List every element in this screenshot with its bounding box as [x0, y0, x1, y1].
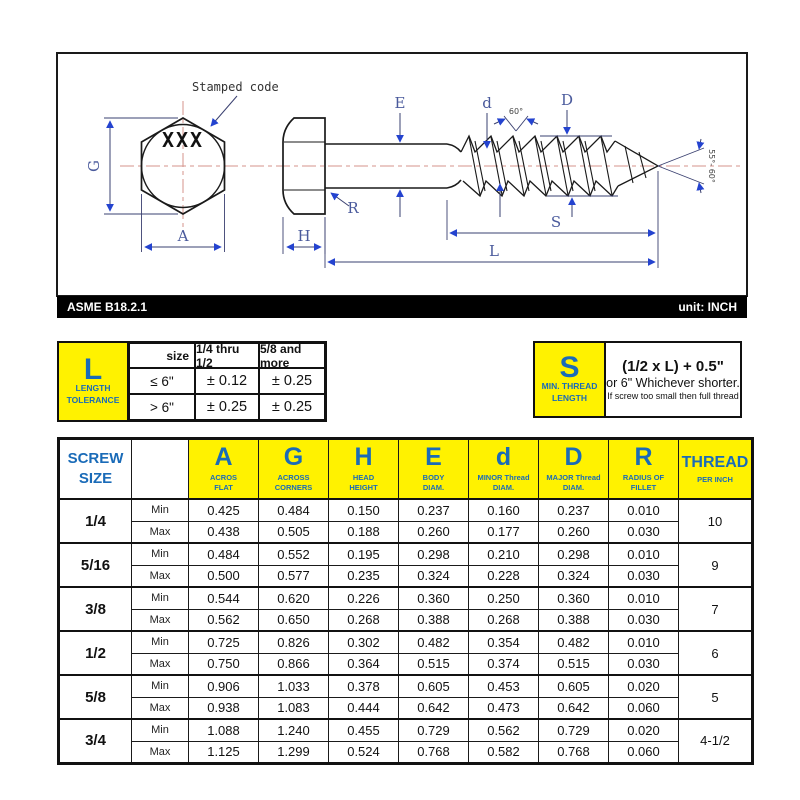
value-cell: 0.642: [539, 697, 609, 719]
column-subtitle: HEAD: [352, 472, 375, 482]
size-cell: 1/4: [59, 499, 132, 543]
value-cell: 0.030: [609, 565, 679, 587]
value-cell: 1.240: [259, 719, 329, 741]
column-subtitle: FLAT: [214, 483, 233, 492]
value-cell: 0.444: [329, 697, 399, 719]
value-cell: 1.083: [259, 697, 329, 719]
value-cell: 0.482: [399, 631, 469, 653]
value-cell: 0.826: [259, 631, 329, 653]
value-cell: 1.299: [259, 741, 329, 763]
value-cell: 0.455: [329, 719, 399, 741]
label-S: S: [550, 213, 562, 231]
value-cell: 0.010: [609, 543, 679, 565]
minmax-cell: Max: [132, 521, 189, 543]
table-row: [59, 653, 753, 675]
table-row: [59, 741, 753, 763]
minmax-cell: Min: [132, 543, 189, 565]
value-cell: 0.374: [469, 653, 539, 675]
thread-per-inch-cell: 9: [679, 543, 753, 587]
value-cell: 0.768: [539, 741, 609, 763]
tolerance-header-large-range: 5/8 and more: [259, 343, 325, 368]
minmax-cell: Min: [132, 719, 189, 741]
value-cell: 0.210: [469, 543, 539, 565]
thread-per-inch-cell: 5: [679, 675, 753, 719]
column-subtitle: PER INCH: [697, 474, 733, 484]
column-header-A: [189, 439, 259, 500]
table-row: [59, 609, 753, 631]
value-cell: 0.060: [609, 697, 679, 719]
minmax-cell: Min: [132, 631, 189, 653]
drawing-frame: [57, 53, 747, 296]
value-cell: 0.060: [609, 741, 679, 763]
value-cell: 0.150: [329, 499, 399, 521]
column-header-d: [469, 439, 539, 500]
column-subtitle: FILLET: [630, 483, 657, 492]
label-A: A: [177, 227, 189, 245]
value-cell: 0.552: [259, 543, 329, 565]
value-cell: 0.725: [189, 631, 259, 653]
thread-length-exception: If screw too small then full thread: [607, 391, 739, 401]
value-cell: 0.302: [329, 631, 399, 653]
stamped-code-label: Stamped code: [192, 80, 279, 94]
dimensions-table-header-row: [59, 439, 753, 500]
column-subtitle: RADIUS OF: [622, 472, 665, 482]
value-cell: 0.605: [539, 675, 609, 697]
value-cell: 0.866: [259, 653, 329, 675]
thread-per-inch-cell: 10: [679, 499, 753, 543]
label-d: d: [482, 94, 492, 112]
value-cell: 0.235: [329, 565, 399, 587]
label-E: E: [394, 94, 406, 112]
table-row: [59, 499, 753, 521]
column-letter: D: [564, 442, 583, 471]
size-cell: 3/4: [59, 719, 132, 763]
tolerance-value: ± 0.25: [195, 394, 259, 420]
value-cell: 0.030: [609, 653, 679, 675]
value-cell: 0.020: [609, 719, 679, 741]
value-cell: 0.505: [259, 521, 329, 543]
thread-length-caption-line1: MIN. THREAD: [541, 381, 598, 392]
value-cell: 0.030: [609, 521, 679, 543]
column-subtitle: DIAM.: [422, 483, 445, 492]
value-cell: 0.484: [259, 499, 329, 521]
minmax-cell: Max: [132, 565, 189, 587]
value-cell: 0.524: [329, 741, 399, 763]
column-subtitle: DIAM.: [492, 483, 515, 492]
thread-per-inch-cell: 7: [679, 587, 753, 631]
value-cell: 0.484: [189, 543, 259, 565]
tolerance-header-size: size: [129, 343, 195, 368]
tolerance-symbol: L: [83, 353, 103, 387]
value-cell: 0.562: [469, 719, 539, 741]
column-letter: d: [495, 442, 512, 471]
value-cell: 0.268: [329, 609, 399, 631]
size-cell: 5/8: [59, 675, 132, 719]
value-cell: 0.750: [189, 653, 259, 675]
value-cell: 0.298: [539, 543, 609, 565]
thread-length-symbol: S: [559, 351, 580, 385]
value-cell: 0.453: [469, 675, 539, 697]
value-cell: 0.378: [329, 675, 399, 697]
table-row: [59, 565, 753, 587]
value-cell: 0.515: [539, 653, 609, 675]
table-row: [59, 521, 753, 543]
column-letter: H: [354, 442, 373, 471]
label-R: R: [347, 199, 359, 217]
thread-per-inch-cell: 4-1/2: [679, 719, 753, 763]
column-header-G: [259, 439, 329, 500]
thread-length-rule: or 6" Whichever shorter.: [606, 376, 740, 390]
value-cell: 0.360: [539, 587, 609, 609]
tolerance-row-size: > 6": [129, 394, 195, 420]
minmax-cell: Min: [132, 499, 189, 521]
column-header-E: [399, 439, 469, 500]
value-cell: 1.033: [259, 675, 329, 697]
min-thread-length-note: [533, 341, 742, 418]
tolerance-row-size: ≤ 6": [129, 368, 195, 394]
value-cell: 0.260: [539, 521, 609, 543]
value-cell: 0.729: [399, 719, 469, 741]
column-header-THREAD: [679, 439, 753, 500]
thread-length-note-body: [606, 343, 740, 416]
tip-angle-label: 55°- 60°: [707, 149, 716, 183]
minmax-cell: Min: [132, 587, 189, 609]
tolerance-caption-line2: TOLERANCE: [66, 395, 120, 405]
standard-bar: [57, 296, 747, 318]
value-cell: 0.562: [189, 609, 259, 631]
column-letter: THREAD: [681, 453, 749, 471]
value-cell: 0.425: [189, 499, 259, 521]
value-cell: 0.324: [399, 565, 469, 587]
table-row: [59, 675, 753, 697]
tolerance-value: ± 0.12: [195, 368, 259, 394]
value-cell: 0.020: [609, 675, 679, 697]
minmax-cell: Max: [132, 741, 189, 763]
standard-label: ASME B18.2.1: [67, 300, 148, 314]
label-H: H: [297, 227, 311, 245]
length-tolerance-table: [57, 341, 327, 422]
column-subtitle: MINOR Thread: [477, 472, 530, 482]
value-cell: 1.088: [189, 719, 259, 741]
table-row: [59, 543, 753, 565]
value-cell: 0.177: [469, 521, 539, 543]
value-cell: 0.438: [189, 521, 259, 543]
value-cell: 0.237: [539, 499, 609, 521]
value-cell: 0.160: [469, 499, 539, 521]
value-cell: 0.582: [469, 741, 539, 763]
value-cell: 0.605: [399, 675, 469, 697]
tolerance-header-small-range: 1/4 thru 1/2: [195, 343, 259, 368]
value-cell: 0.228: [469, 565, 539, 587]
column-subtitle: ACROSS: [277, 472, 310, 482]
value-cell: 0.250: [469, 587, 539, 609]
column-subtitle: HEIGHT: [349, 483, 378, 492]
value-cell: 0.620: [259, 587, 329, 609]
stamp-text: XXX: [161, 128, 205, 152]
value-cell: 0.226: [329, 587, 399, 609]
value-cell: 0.388: [399, 609, 469, 631]
dimensions-table: [57, 437, 754, 765]
value-cell: 0.577: [259, 565, 329, 587]
table-row: [59, 631, 753, 653]
unit-label: unit: INCH: [678, 300, 737, 314]
value-cell: 0.650: [259, 609, 329, 631]
minmax-cell: Max: [132, 653, 189, 675]
tolerance-symbol-cell: [59, 343, 129, 420]
value-cell: 0.298: [399, 543, 469, 565]
minmax-cell: Max: [132, 609, 189, 631]
value-cell: 0.544: [189, 587, 259, 609]
size-cell: 5/16: [59, 543, 132, 587]
table-row: [59, 587, 753, 609]
value-cell: 0.010: [609, 499, 679, 521]
value-cell: 0.354: [469, 631, 539, 653]
column-subtitle: BODY: [422, 472, 445, 482]
value-cell: 0.515: [399, 653, 469, 675]
label-D: D: [560, 91, 574, 109]
minmax-cell: Min: [132, 675, 189, 697]
value-cell: 0.482: [539, 631, 609, 653]
label-G: G: [85, 160, 103, 172]
value-cell: 0.729: [539, 719, 609, 741]
column-subtitle: ACROS: [209, 472, 238, 482]
tolerance-value: ± 0.25: [259, 368, 325, 394]
column-letter: G: [283, 442, 304, 471]
column-header-R: [609, 439, 679, 500]
column-header-H: [329, 439, 399, 500]
lag-screw-drawing: [0, 0, 800, 340]
value-cell: 0.260: [399, 521, 469, 543]
screw-size-header-line: SCREW: [67, 449, 124, 467]
size-cell: 3/8: [59, 587, 132, 631]
value-cell: 0.473: [469, 697, 539, 719]
column-subtitle: DIAM.: [562, 483, 585, 492]
size-cell: 1/2: [59, 631, 132, 675]
minmax-cell: Max: [132, 697, 189, 719]
value-cell: 0.768: [399, 741, 469, 763]
value-cell: 0.030: [609, 609, 679, 631]
value-cell: 0.010: [609, 631, 679, 653]
value-cell: 0.268: [469, 609, 539, 631]
tolerance-value: ± 0.25: [259, 394, 325, 420]
screw-size-header-line: SIZE: [78, 470, 113, 487]
value-cell: 0.364: [329, 653, 399, 675]
table-row: [59, 719, 753, 741]
thread-angle-label: 60°: [508, 107, 524, 116]
minmax-column-header: [132, 439, 189, 500]
value-cell: 0.195: [329, 543, 399, 565]
value-cell: 0.324: [539, 565, 609, 587]
column-header-D: [539, 439, 609, 500]
thread-length-symbol-cell: [535, 343, 606, 416]
value-cell: 0.642: [399, 697, 469, 719]
column-letter: E: [425, 442, 442, 471]
thread-per-inch-cell: 6: [679, 631, 753, 675]
column-subtitle: MAJOR Thread: [546, 472, 601, 482]
column-letter: R: [634, 442, 653, 471]
screw-size-header: [59, 439, 132, 500]
thread-length-caption-line2: LENGTH: [552, 393, 587, 403]
thread-length-formula: (1/2 x L) + 0.5": [622, 358, 724, 375]
label-L: L: [489, 242, 499, 260]
value-cell: 1.125: [189, 741, 259, 763]
value-cell: 0.010: [609, 587, 679, 609]
column-subtitle: CORNERS: [274, 483, 313, 492]
value-cell: 0.237: [399, 499, 469, 521]
table-row: [59, 697, 753, 719]
value-cell: 0.188: [329, 521, 399, 543]
value-cell: 0.500: [189, 565, 259, 587]
tolerance-caption-line1: LENGTH: [75, 383, 111, 394]
value-cell: 0.388: [539, 609, 609, 631]
column-letter: A: [214, 442, 233, 471]
value-cell: 0.360: [399, 587, 469, 609]
value-cell: 0.906: [189, 675, 259, 697]
value-cell: 0.938: [189, 697, 259, 719]
